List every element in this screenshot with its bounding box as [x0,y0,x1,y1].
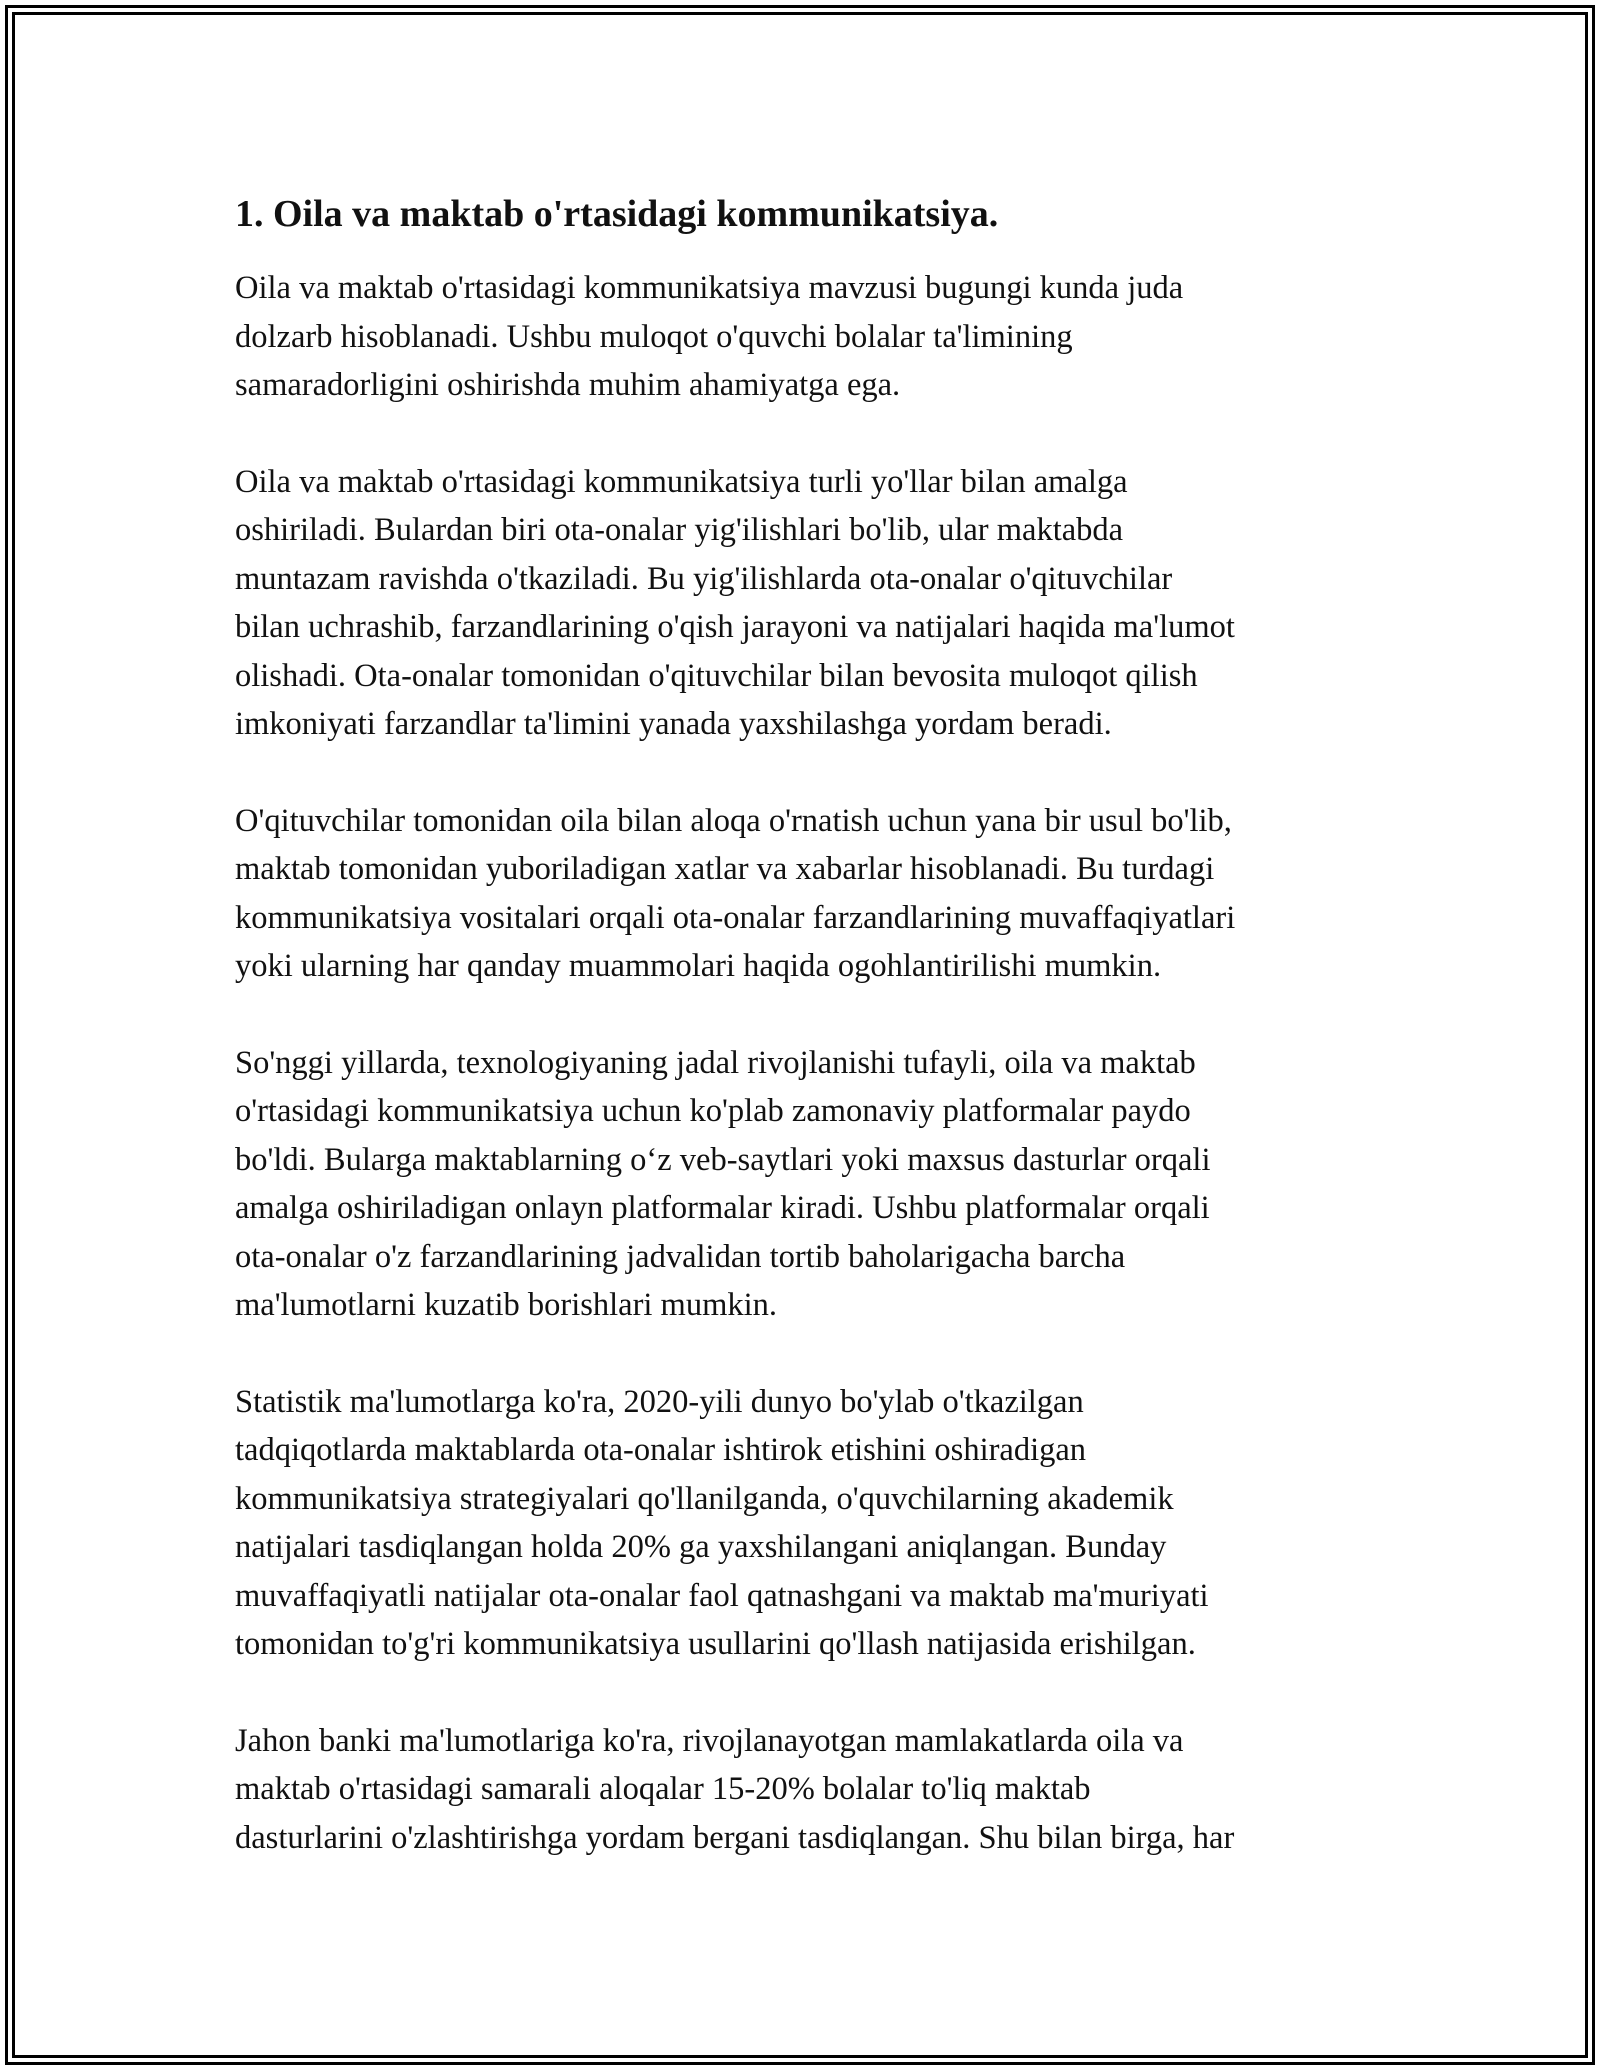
document-body [235,190,1375,1862]
text-line: Statistik ma'lumotlarga ko'ra, 2020-yili dunyo bo'ylab o'tkazilgan [235,1383,1084,1420]
text-line: O'qituvchilar tomonidan oila bilan aloqa o'rnatish uchun yana bir usul bo'lib, [235,802,1232,839]
paragraph [235,1039,1375,1330]
text-line: samaradorligini oshirishda muhim ahamiyatga ega. [235,367,901,403]
text-line: imkoniyati farzandlar ta'limini yanada yaxshilashga yordam beradi. [235,706,1112,742]
paragraph [235,1378,1375,1669]
document-title: 1. Oila va maktab o'rtasidagi kommunikatsiya. [235,193,999,235]
text-line: o'rtasidagi kommunikatsiya uchun ko'plab zamonaviy platformalar paydo [235,1093,1191,1129]
paragraph [235,264,1375,410]
text-line: maktab tomonidan yuboriladigan xatlar va xabarlar hisoblanadi. Bu turdagi [235,851,1215,887]
text-line: ma'lumotlarni kuzatib borishlari mumkin. [235,1287,778,1323]
paragraph [235,458,1375,749]
text-line: Jahon banki ma'lumotlariga ko'ra, rivojlanayotgan mamlakatlarda oila va [235,1722,1184,1759]
text-line: oshiriladi. Bulardan biri ota-onalar yig'ilishlari bo'lib, ular maktabda [235,512,1124,548]
text-line: Oila va maktab o'rtasidagi kommunikatsiya turli yo'llar bilan amalga [235,463,1128,500]
paragraph [235,797,1375,991]
text-line: muvaffaqiyatli natijalar ota-onalar faol qatnashgani va maktab ma'muriyati [235,1577,1209,1614]
text-line: dasturlarini o'zlashtirishga yordam bergani tasdiqlangan. Shu bilan birga, har [235,1819,1235,1856]
text-line: Oila va maktab o'rtasidagi kommunikatsiya mavzusi bugungi kunda juda [235,270,1184,306]
paragraph [235,1717,1375,1863]
text-line: muntazam ravishda o'tkaziladi. Bu yig'ilishlarda ota-onalar o'qituvchilar [235,560,1173,597]
text-line: kommunikatsiya strategiyalari qo'llanilganda, o'quvchilarning akademik [235,1480,1174,1517]
text-line: ota-onalar o'z farzandlarining jadvalidan tortib baholarigacha barcha [235,1238,1126,1275]
text-line: tomonidan to'g'ri kommunikatsiya usullarini qo'llash natijasida erishilgan. [235,1626,1196,1662]
paragraph-list [235,264,1375,1862]
text-line: amalga oshiriladigan onlayn platformalar kiradi. Ushbu platformalar orqali [235,1190,1210,1226]
text-line: olishadi. Ota-onalar tomonidan o'qituvchilar bilan bevosita muloqot qilish [235,657,1198,694]
text-line: yoki ularning har qanday muammolari haqida ogohlantirilishi mumkin. [235,948,1162,984]
text-line: maktab o'rtasidagi samarali aloqalar 15-20% bolalar to'liq maktab [235,1771,1091,1807]
text-line: natijalari tasdiqlangan holda 20% ga yaxshilangani aniqlangan. Bunday [235,1529,1167,1565]
text-line: dolzarb hisoblanadi. Ushbu muloqot o'quvchi bolalar ta'limining [235,318,1073,355]
text-line: tadqiqotlarda maktablarda ota-onalar ishtirok etishini oshiradigan [235,1432,1087,1468]
text-line: So'nggi yillarda, texnologiyaning jadal rivojlanishi tufayli, oila va maktab [235,1044,1196,1081]
text-line: kommunikatsiya vositalari orqali ota-onalar farzandlarining muvaffaqiyatlari [235,899,1236,936]
text-line: bilan uchrashib, farzandlarining o'qish jarayoni va natijalari haqida ma'lumot [235,609,1235,645]
text-line: bo'ldi. Bularga maktablarning o‘z veb-saytlari yoki maxsus dasturlar orqali [235,1141,1211,1178]
